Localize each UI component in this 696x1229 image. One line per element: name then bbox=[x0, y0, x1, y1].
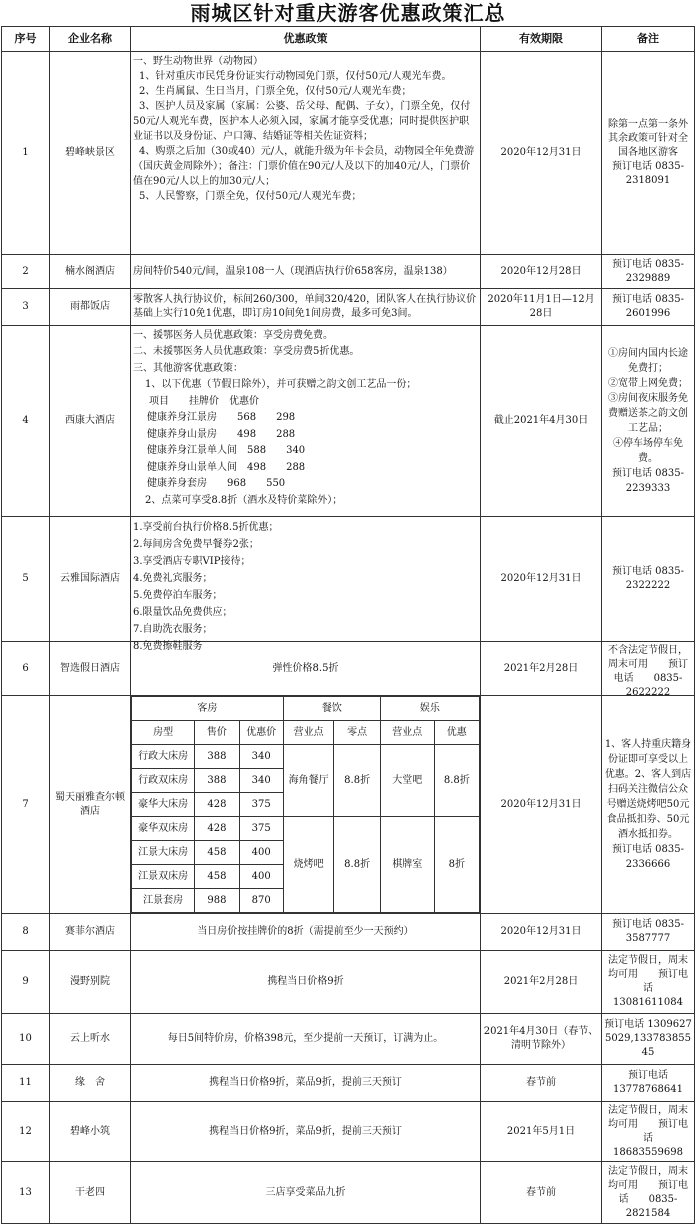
room-price: 388 bbox=[195, 745, 239, 769]
sub-col-outlet2: 营业点 bbox=[380, 721, 434, 745]
food-outlet: 烧烤吧 bbox=[283, 817, 334, 913]
header-no: 序号 bbox=[2, 27, 50, 52]
policy-table bbox=[1, 26, 695, 1224]
row-no: 9 bbox=[2, 951, 50, 1014]
header-policy: 优惠政策 bbox=[131, 27, 481, 52]
policy-line: 2.每间房含免费早餐券2张； bbox=[133, 539, 259, 550]
header-name: 企业名称 bbox=[50, 27, 131, 52]
food-outlet: 海角餐厅 bbox=[283, 745, 334, 817]
policy-line: 3.享受酒店专职VIP接待； bbox=[133, 556, 251, 567]
room-disc: 340 bbox=[239, 769, 283, 793]
row-policy bbox=[131, 326, 481, 517]
fun-disc: 8折 bbox=[434, 817, 479, 913]
row-name: 楠水阁酒店 bbox=[50, 255, 131, 289]
room-price: 428 bbox=[195, 793, 239, 817]
row-policy: 携程当日价格9折，菜品9折，提前三天预订 bbox=[131, 1065, 481, 1102]
policy-line: 二、未援鄂医务人员优惠政策：享受房费5折优惠。 bbox=[133, 346, 360, 357]
row-remark: 预订电话 0835-2329889 bbox=[602, 255, 695, 289]
row-valid: 2020年12月31日 bbox=[481, 517, 602, 642]
policy-line: 项目 挂牌价 优惠价 bbox=[149, 395, 259, 407]
table-row bbox=[2, 255, 695, 289]
fun-disc: 8.8折 bbox=[434, 745, 479, 817]
row-name: 雨都饭店 bbox=[50, 289, 131, 326]
policy-line: 健康养身山景房 498 288 bbox=[147, 428, 296, 440]
row-no: 11 bbox=[2, 1065, 50, 1102]
row-no: 5 bbox=[2, 517, 50, 642]
row-policy: 三店享受菜品九折 bbox=[131, 1162, 481, 1224]
sub-col-disc: 优惠价 bbox=[239, 721, 283, 745]
sub-col-snack: 零点 bbox=[334, 721, 380, 745]
row-remark: 预订电话 0835-2322222 bbox=[602, 517, 695, 642]
header-valid: 有效期限 bbox=[481, 27, 602, 52]
row-valid: 2020年12月31日 bbox=[481, 914, 602, 951]
row-policy: 零散客人执行协议价，标间260/300，单间320/420，团队客人在执行协议价基础上实行10免1优惠，即订房10间免1间房费，最多可免3间。 bbox=[131, 289, 481, 326]
policy-line: 1.享受前台执行价格8.5折优惠； bbox=[133, 522, 279, 533]
row-name: 云雅国际酒店 bbox=[50, 517, 131, 642]
table-row bbox=[2, 1102, 695, 1162]
room-disc: 400 bbox=[239, 865, 283, 889]
table-row bbox=[2, 951, 695, 1014]
room-disc: 400 bbox=[239, 841, 283, 865]
row-policy: 弹性价格8.5折 bbox=[131, 642, 481, 696]
policy-line: 2、生肖属鼠、生日当月，门票全免，仅付50元/人观光车费； bbox=[139, 86, 412, 97]
table-row bbox=[2, 52, 695, 255]
row-remark: 预订电话 0835-3587777 bbox=[602, 914, 695, 951]
page-title: 雨城区针对重庆游客优惠政策汇总 bbox=[190, 1, 506, 25]
row-valid: 2021年2月28日 bbox=[481, 642, 602, 696]
row-valid: 截止2021年4月30日 bbox=[481, 326, 602, 517]
row-policy bbox=[131, 517, 481, 652]
row-name: 蜀天丽雅查尔顿酒店 bbox=[50, 696, 131, 914]
row-no: 1 bbox=[2, 52, 50, 255]
row-name: 漫野别院 bbox=[50, 951, 131, 1014]
row-no: 10 bbox=[2, 1014, 50, 1065]
row-name: 缘 舍 bbox=[50, 1065, 131, 1102]
row-policy: 房间特价540元/间，温泉108一人（现酒店执行价658客房，温泉138） bbox=[131, 255, 481, 289]
row-remark: 法定节假日，周末均可用 预订电话 13081611084 bbox=[602, 951, 695, 1014]
row-remark: 除第一点第一条外其余政策可针对全国各地区游客 预订电话 0835-2318091 bbox=[602, 52, 695, 255]
row-remark: 预订电话 13778768641 bbox=[602, 1065, 695, 1102]
row-no: 7 bbox=[2, 696, 50, 914]
row-remark: 预订电话 0835-2601996 bbox=[602, 289, 695, 326]
policy-line: 一、野生动物世界（动物园） bbox=[133, 56, 263, 67]
row-name: 碧峰小筑 bbox=[50, 1102, 131, 1162]
food-disc: 8.8折 bbox=[334, 817, 380, 913]
food-disc: 8.8折 bbox=[334, 745, 380, 817]
header-row bbox=[2, 27, 695, 52]
policy-line: 5、人民警察，门票全免，仅付50元/人观光车费； bbox=[139, 191, 362, 202]
sub-col-outlet: 营业点 bbox=[283, 721, 334, 745]
room-type: 江景双床房 bbox=[132, 865, 195, 889]
table-row bbox=[2, 326, 695, 517]
row-valid: 春节前 bbox=[481, 1162, 602, 1224]
row-no: 6 bbox=[2, 642, 50, 696]
policy-line: 健康养身江景单人间 588 340 bbox=[147, 445, 306, 456]
row-remark: 预订电话 13096275029,13378385545 bbox=[602, 1014, 695, 1065]
room-type: 豪华双床房 bbox=[132, 817, 195, 841]
row-no: 3 bbox=[2, 289, 50, 326]
policy-line: 三、其他游客优惠政策： bbox=[133, 362, 243, 374]
row-policy: 携程当日价格9折，菜品9折，提前三天预订 bbox=[131, 1102, 481, 1162]
row-policy-subtable-cell bbox=[131, 696, 481, 914]
room-price: 458 bbox=[195, 841, 239, 865]
table-row bbox=[2, 914, 695, 951]
sub-col-price: 售价 bbox=[195, 721, 239, 745]
room-price: 428 bbox=[195, 817, 239, 841]
row-valid: 春节前 bbox=[481, 1065, 602, 1102]
fun-outlet: 大堂吧 bbox=[380, 745, 434, 817]
room-price: 458 bbox=[195, 865, 239, 889]
row-policy: 每日5间特价房，价格398元，至少提前一天预订，订满为止。 bbox=[131, 1014, 481, 1065]
room-disc: 375 bbox=[239, 817, 283, 841]
row-no: 12 bbox=[2, 1102, 50, 1162]
room-price: 988 bbox=[195, 889, 239, 913]
policy-line: 6.限量饮品免费供应； bbox=[133, 607, 233, 618]
row-name: 西康大酒店 bbox=[50, 326, 131, 517]
policy-line: 一、援鄂医务人员优惠政策：享受房费免费。 bbox=[133, 329, 333, 341]
room-disc: 870 bbox=[239, 889, 283, 913]
room-type: 江景大床房 bbox=[132, 841, 195, 865]
policy-line: 1、针对重庆市民凭身份证实行动物园免门票，仅付50元/人观光车费。 bbox=[139, 71, 452, 82]
policy-line: 3、医护人员及家属（家属：公婆、岳父母、配偶、子女），门票全免，仅付50元/人观光车费，医护本人必须入园，家属才能享受优惠；同时提供医护职业证书以及身份证、户口簿、结婚证等相关佐证资料； bbox=[133, 101, 471, 142]
row-valid: 2020年11月1日—12月28日 bbox=[481, 289, 602, 326]
header-remark: 备注 bbox=[602, 27, 695, 52]
row-valid: 2021年4月30日（春节、清明节除外） bbox=[481, 1014, 602, 1065]
row-policy: 当日房价按挂牌价的8折（需提前至少一天预约） bbox=[131, 914, 481, 951]
policy-line: 1、以下优惠（节假日除外），并可获赠之韵文创工艺品一份； bbox=[145, 379, 417, 390]
row-valid: 2020年12月31日 bbox=[481, 52, 602, 255]
room-type: 豪华大床房 bbox=[132, 793, 195, 817]
row-valid: 2020年12月28日 bbox=[481, 255, 602, 289]
row-no: 2 bbox=[2, 255, 50, 289]
policy-line: 5.免费停泊车服务； bbox=[133, 590, 223, 601]
policy-line: 健康养身山景单人间 498 288 bbox=[147, 461, 306, 473]
room-type: 江景套房 bbox=[132, 889, 195, 913]
policy-line: 7.自助洗衣服务； bbox=[133, 624, 213, 635]
row-no: 8 bbox=[2, 914, 50, 951]
room-price: 388 bbox=[195, 769, 239, 793]
policy-line: 健康养身套房 968 550 bbox=[147, 478, 286, 489]
policy-line: 4、购票之后加（30或40）元/人，就能升级为年卡会员，动物园全年免费游（国庆黄金周除外）；备注：门票价值在90元/人及以下的加40元/人，门票价值在90元/人以上的加30元/人； bbox=[133, 146, 475, 187]
row-name: 干老四 bbox=[50, 1162, 131, 1224]
table-row bbox=[2, 642, 695, 696]
table-row bbox=[2, 289, 695, 326]
row-valid: 2021年2月28日 bbox=[481, 951, 602, 1014]
policy-line: 4.免费礼宾服务； bbox=[133, 573, 213, 584]
row-name: 赛菲尔酒店 bbox=[50, 914, 131, 951]
row-remark: 法定节假日，周末均可用 预订电话 0835-2821584 bbox=[602, 1162, 695, 1224]
row-remark bbox=[602, 642, 695, 696]
hotel-price-subtable bbox=[131, 696, 480, 913]
row-valid: 2020年12月31日 bbox=[481, 696, 602, 914]
sub-col-type: 房型 bbox=[132, 721, 195, 745]
room-disc: 340 bbox=[239, 745, 283, 769]
sub-header-fun: 娱乐 bbox=[380, 697, 479, 721]
row-remark: ①房间内国内长途免费打； ②宽带上网免费； ③房间夜床服务免费赠送茶之韵文创工艺品； ④停车场停车免费。 预订电话 0835-2239333 bbox=[602, 326, 695, 517]
table-row bbox=[2, 1162, 695, 1224]
table-row bbox=[2, 1014, 695, 1065]
remark-text: 不含法定节假日，周末可用 预订电话 0835-2622222 bbox=[608, 644, 688, 698]
policy-line: 健康养身江景房 568 298 bbox=[147, 412, 296, 423]
row-policy bbox=[131, 52, 481, 255]
policy-line: 8.免费擦鞋服务 bbox=[133, 641, 203, 652]
sub-col-disc2: 优惠 bbox=[434, 721, 479, 745]
table-row bbox=[2, 517, 695, 642]
row-no: 4 bbox=[2, 326, 50, 517]
row-remark: 1、客人持重庆籍身份证即可享受以上优惠。2、客人到店扫码关注微信公众号赠送烧烤吧50元食品抵扣券、50元酒水抵扣券。 预订电话 0835-2336666 bbox=[602, 696, 695, 914]
row-remark: 法定节假日，周末均可用 预订电话 18683559698 bbox=[602, 1102, 695, 1162]
fun-outlet: 棋牌室 bbox=[380, 817, 434, 913]
row-name: 智选假日酒店 bbox=[50, 642, 131, 696]
row-name: 云上听水 bbox=[50, 1014, 131, 1065]
table-row bbox=[2, 1065, 695, 1102]
row-policy: 携程当日价格9折 bbox=[131, 951, 481, 1014]
policy-line: 2、点菜可享受8.8折（酒水及特价菜除外）； bbox=[145, 494, 343, 506]
table-row bbox=[2, 696, 695, 914]
room-type: 行政双床房 bbox=[132, 769, 195, 793]
sub-header-room: 客房 bbox=[132, 697, 284, 721]
sub-header-food: 餐饮 bbox=[283, 697, 380, 721]
row-name: 碧峰峡景区 bbox=[50, 52, 131, 255]
row-no: 13 bbox=[2, 1162, 50, 1224]
room-type: 行政大床房 bbox=[132, 745, 195, 769]
room-disc: 375 bbox=[239, 793, 283, 817]
row-valid: 2021年5月1日 bbox=[481, 1102, 602, 1162]
